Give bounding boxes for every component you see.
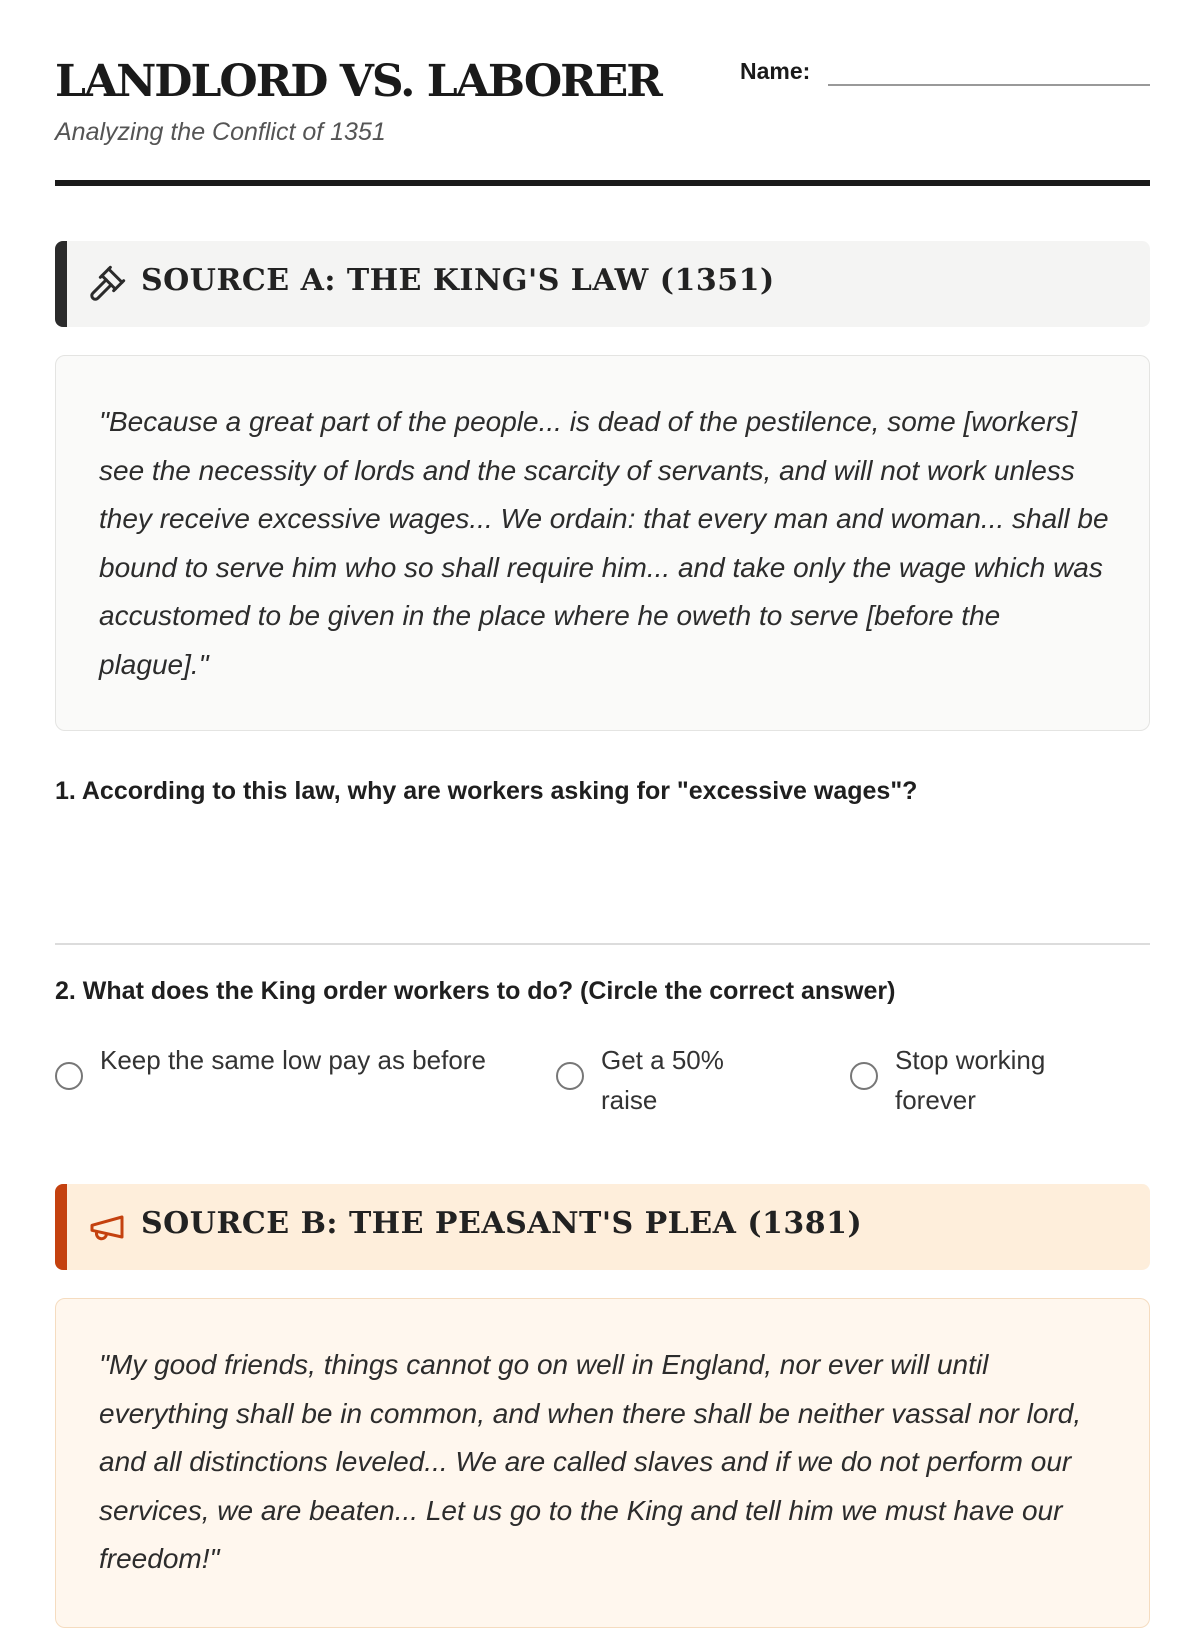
radio-circle[interactable] (556, 1062, 584, 1090)
source-b-banner (55, 1184, 1150, 1270)
answer-option-label: Stop working forever (895, 1045, 1046, 1115)
answer-option-label: Keep the same low pay as before (100, 1045, 486, 1075)
question-1-answer-line[interactable] (55, 943, 1150, 945)
source-a-accent-bar (55, 241, 67, 327)
source-b-quote: "My good friends, things cannot go on well in England, nor ever will until everything shall be in common, and when there shall be neither vassal nor lord, and all distinctions leveled... We are called slaves and if we do not perform our services, we are beaten... Let us go to the King and tell him we must have our freedom!" (55, 1298, 1150, 1628)
source-b-accent-bar (55, 1184, 67, 1270)
source-a-heading: SOURCE A: THE KING'S LAW (1351) (141, 263, 775, 298)
megaphone-icon (87, 1207, 127, 1247)
source-a-banner (55, 241, 1150, 327)
answer-option-label: Get a 50% raise (601, 1045, 724, 1115)
question-1: 1. According to this law, why are workers asking for "excessive wages"? (55, 777, 918, 805)
radio-circle[interactable] (55, 1062, 83, 1090)
page-title: LANDLORD VS. LABORER (55, 56, 661, 107)
page-subtitle: Analyzing the Conflict of 1351 (55, 118, 386, 146)
worksheet-header (55, 56, 1150, 186)
question-2: 2. What does the King order workers to do? (Circle the correct answer) (55, 977, 896, 1005)
source-b-heading: SOURCE B: THE PEASANT'S PLEA (1381) (141, 1206, 863, 1241)
radio-circle[interactable] (850, 1062, 878, 1090)
header-divider (55, 180, 1150, 186)
name-field[interactable] (828, 84, 1150, 86)
source-a-quote: "Because a great part of the people... is dead of the pestilence, some [workers] see the necessity of lords and the scarcity of servants, and will not work unless they receive excessive wages... We ordain: that every man and woman... shall be bound to serve him who so shall require him... and take only the wage which was accustomed to be given in the place where he oweth to serve [before the plague]." (55, 355, 1150, 731)
name-label: Name: (740, 58, 811, 84)
gavel-icon (87, 264, 127, 304)
